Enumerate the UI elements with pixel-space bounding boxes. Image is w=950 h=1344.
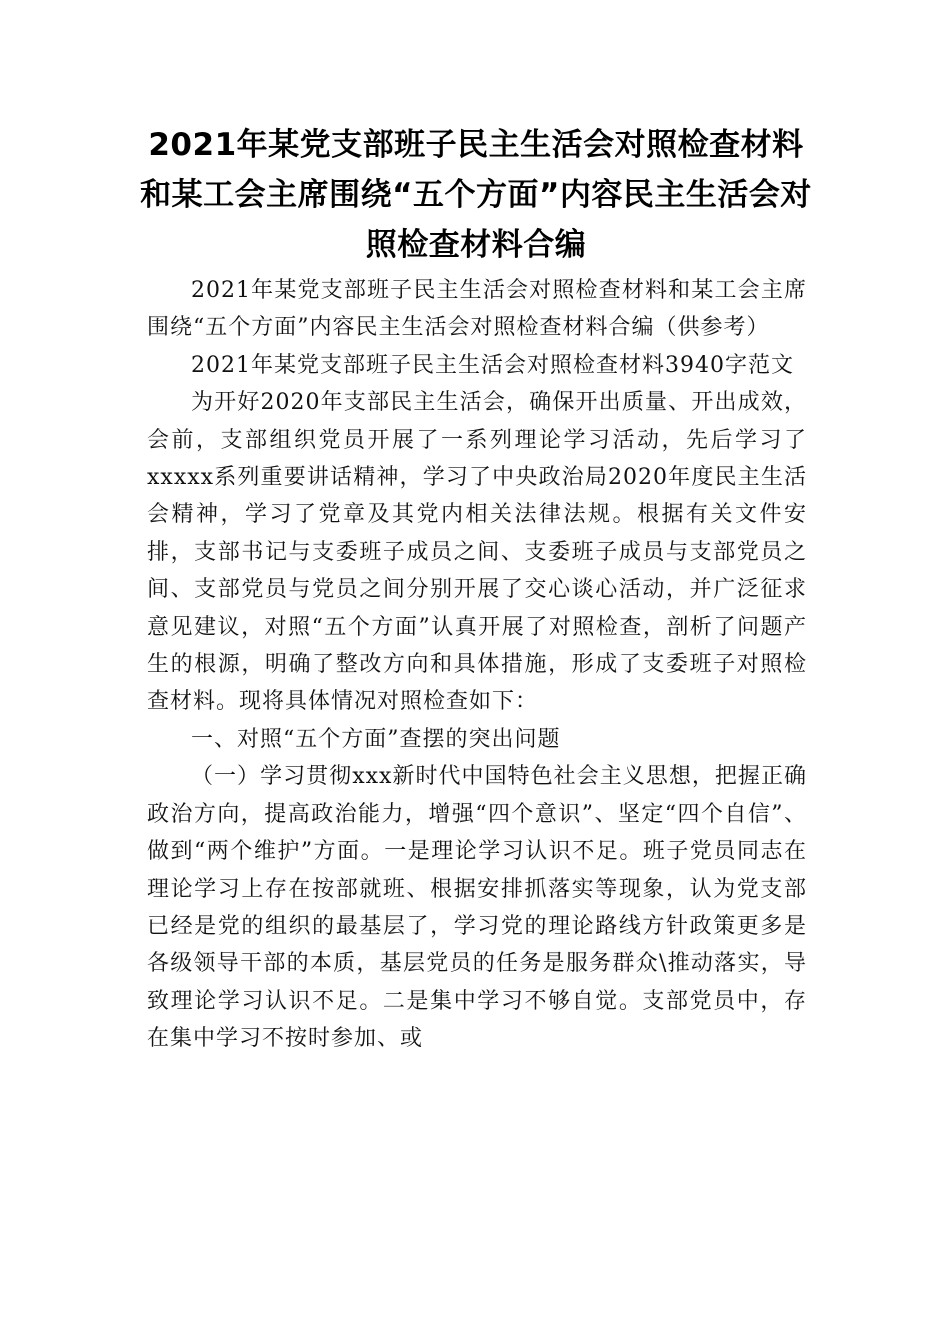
body-paragraph: 为开好2020年支部民主生活会，确保开出质量、开出成效，会前，支部组织党员开展了一系列理论学习活动，先后学习了xxxxx系列重要讲话精神，学习了中央政治局2020年度民主生活会精神，学习了党章及其党内相关法律法规。根据有关文件安排，支部书记与支委班子成员之间、支委班子成员与支部党员之间、支部党员与党员之间分别开展了交心谈心活动，并广泛征求意见建议，对照“五个方面”认真开展了对照检查，剖析了问题产生的根源，明确了整改方向和具体措施，形成了支委班子对照检查材料。现将具体情况对照检查如下： <box>147 390 807 715</box>
intro-paragraph: 2021年某党支部班子民主生活会对照检查材料和某工会主席围绕“五个方面”内容民主生活会对照检查材料合编（供参考） <box>147 278 807 341</box>
section-heading: 一、对照“五个方面”查摆的突出问题 <box>191 726 561 752</box>
document-body <box>147 272 807 1058</box>
body-paragraph: （一）学习贯彻xxx新时代中国特色社会主义思想，把握正确政治方向，提高政治能力，增强“四个意识”、坚定“四个自信”、做到“两个维护”方面。一是理论学习认识不足。班子党员同志在理论学习上存在按部就班、根据安排抓落实等现象，认为党支部已经是党的组织的最基层了，学习党的理论路线方针政策更多是各级领导干部的本质，基层党员的任务是服务群众\推动落实，导致理论学习认识不足。二是集中学习不够自觉。支部党员中，存在集中学习不按时参加、或 <box>147 764 807 1052</box>
document-title: 2021年某党支部班子民主生活会对照检查材料和某工会主席围绕“五个方面”内容民主生活会对照检查材料合编 <box>140 127 812 263</box>
subtitle-paragraph: 2021年某党支部班子民主生活会对照检查材料3940字范文 <box>191 352 794 378</box>
